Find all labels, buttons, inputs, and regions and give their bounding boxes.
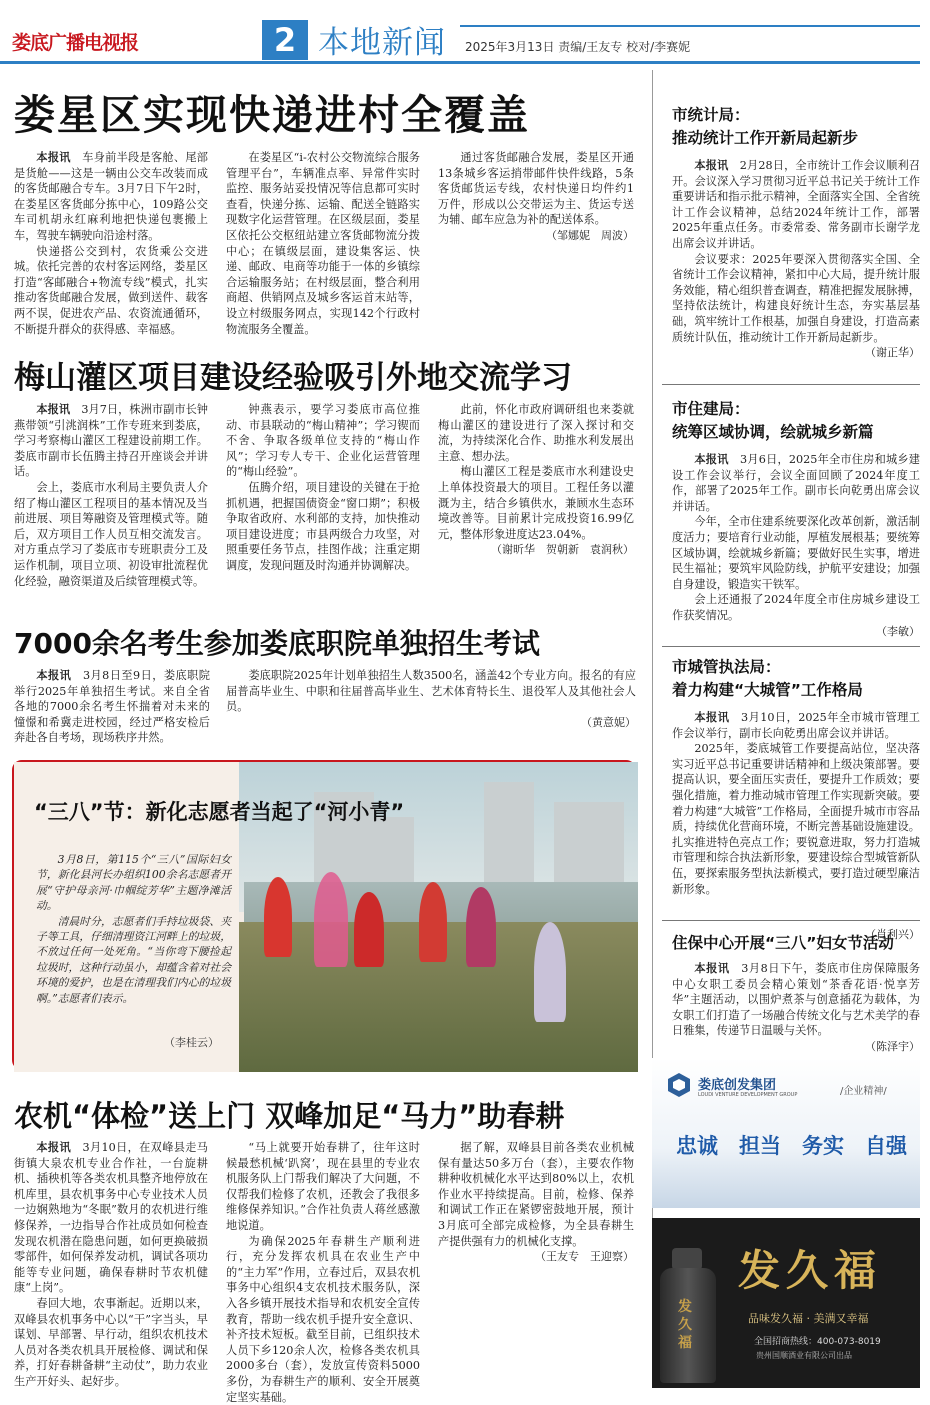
article4-p1: 3月10日，在双峰县走马街镇大泉农机专业合作社，一台旋耕机、插秧机等各类农机具整齐地停放在机库里，县农机事务中心专业技术人员一边娴熟地为“冬眠”数月的农机进行维修保养，一边指导合作社成员如何检查发现农机潜在隐患问题，如何更换破损零部件，如何保养发动机，调试各项功能等专业问题，确保春耕时节农机健康“上岗”。 [14, 1141, 208, 1295]
side2-p1: 3月6日，2025年全市住房和城乡建设工作会议举行，会议全面回顾了2024年度工作，部署了2025年工作。副市长向乾勇出席会议并讲话。 [672, 453, 920, 513]
section-title: 本地新闻 [318, 25, 446, 61]
side3-byline: （肖利兴） [865, 928, 920, 941]
side1-org: 市统计局： [672, 106, 750, 124]
photo-building [374, 817, 414, 892]
photo-volunteer [264, 877, 292, 957]
article4-p3: “马上就要开始春耕了，往年这时候最愁机械‘趴窝’，现在县里的专业农机服务队上门帮我们解决了大问题，不仅帮我们检修了农机，还教会了我很多维修保养知识。”合作社负责人蒋丝感激地说道。 [226, 1141, 420, 1232]
article4-p4: 为确保2025年春耕生产顺利进行，充分发挥农机具在农业生产中的“主力军”作用，立春过后，双县农机事务中心组织4支农机技术服务队，深入各乡镇开展技术指导和农机安全宣传教育，帮助一线农机手提升安全意识、补齐技术短板。截至目前，已组织技术人员下乡120余人次，检修各类农机具2000多台（套），发放宣传资料5000多份，为春耕生产的顺利、安全开展奠定坚实基础。 [226, 1234, 420, 1404]
side4-lead: 本报讯 [694, 962, 730, 975]
article1-headline: 娄星区实现快递进村全覆盖 [14, 91, 530, 139]
photo-volunteer [419, 882, 447, 962]
side-divider [662, 646, 920, 647]
masthead-divider [0, 61, 920, 64]
article1-p4: 通过客货邮融合发展，娄星区开通13条城乡客运捎带邮件快件线路，5条客货邮货运专线，农村快递日均件约1万件，形成以公交带运为主、货运专送为辅、邮车应急为补的配送体系。 [438, 151, 634, 227]
side2-org: 市住建局： [672, 400, 750, 418]
ad2-maker: 贵州国顺酒业有限公司出品 [756, 1351, 852, 1360]
photo-volunteer [466, 887, 496, 967]
company-logo-icon [666, 1072, 692, 1098]
side3-headline: 着力构建“大城管”工作格局 [672, 681, 863, 699]
article4-col1 [14, 1140, 208, 1390]
photo-p2: 清晨时分，志愿者们手持垃圾袋、夹子等工具，仔细清理资江河畔上的垃圾，不放过任何一处死角。“当你弯下腰捡起垃圾时，这种行动虽小，却蕴含着对社会环境的爱护，也是在清理我们内心的垃圾啊。”志愿者们表示。 [36, 914, 231, 1005]
ad-fajiufu [652, 1218, 920, 1388]
photo-credit: （李桂云） [164, 1036, 219, 1049]
article4-col3 [438, 1140, 634, 1376]
photo-building [484, 782, 534, 892]
article2-lead: 本报讯 [36, 403, 71, 416]
side-divider [662, 920, 920, 921]
ad2-brand: 发久福 [738, 1246, 883, 1295]
article3-col2 [226, 668, 636, 730]
side4-headline: 住保中心开展“三八”妇女节活动 [672, 934, 894, 952]
article4-headline: 农机“体检”送上门 双峰加足“马力”助春耕 [14, 1099, 565, 1133]
side1-p1: 2月28日，全市统计工作会议顺利召开。会议深入学习贯彻习近平总书记关于统计工作重要讲话和指示批示精神，全面落实全国、全省统计工作会议精神，总结2024年统计工作，部署2025年重点任务。市委常委、常务副市长谢学龙出席会议并讲话。 [672, 159, 920, 250]
bottle-label: 发久福 [678, 1299, 692, 1351]
article1-byline: （邹娜妮 周波） [546, 228, 634, 242]
article1-lead: 本报讯 [36, 151, 71, 164]
side4 [672, 932, 920, 1055]
side3-p1: 3月10日，2025年全市城市管理工作会议举行，副市长向乾勇出席会议并讲话。 [672, 711, 920, 740]
side1-byline: （谢正华） [865, 346, 920, 360]
article2-col3 [438, 402, 634, 558]
ad1-company: 娄底创发集团 [698, 1078, 777, 1093]
photo-title: “三八”节：新化志愿者当起了“河小青” [34, 800, 405, 824]
side4-body [672, 961, 920, 1055]
ad2-tagline: 品味发久福 · 美满又幸福 [748, 1312, 869, 1325]
side1-headline: 推动统计工作开新局起新步 [672, 129, 859, 147]
article3-p2: 娄底职院2025年计划单独招生人数3500名，涵盖42个专业方向。报名的有应届普高毕业生、中职和往届普高毕业生、艺术体育特长生、退役军人及其他社会人员。 [226, 669, 636, 714]
ad1-slogan: 忠诚 担当 务实 自强 [676, 1134, 907, 1158]
side2-p3: 会上还通报了2024年度全市住房城乡建设工作获奖情况。 [672, 593, 920, 622]
photo-volunteer [314, 872, 348, 967]
side4-p1: 3月8日下午，娄底市住房保障服务中心女职工委员会精心策划“茶香花语·悦享芳华”主题活动，以围炉煮茶与创意插花为载体，为女职工们打造了一场融合传统文化与艺术美学的春日雅集，传递节日温暖与关怀。 [672, 962, 920, 1038]
ad2-hotline: 全国招商热线：400-073-8019 [754, 1337, 881, 1347]
photo-p1: 3月8日，第115个“三八”国际妇女节，新化县河长办组织100余名志愿者开展“守护母亲河·巾帼绽芳华”主题净滩活动。 [36, 853, 231, 913]
article2-headline: 梅山灌区项目建设经验吸引外地交流学习 [14, 360, 572, 396]
masthead-rule [460, 25, 920, 27]
ad1-tag: /企业精神/ [840, 1086, 887, 1097]
article1-p2: 快递搭公交到村，农货乘公交进城。依托完善的农村客运网络，娄星区打造“客邮融合+物流专线”模式，扎实推动客货邮融合发展，做到送件、载客两不误，促进农产品、农资流通循环，不断提升群众的获得感、幸福感。 [14, 244, 208, 336]
article3-lead: 本报讯 [36, 669, 72, 682]
side1-lead: 本报讯 [694, 159, 729, 172]
side2-body [672, 452, 920, 639]
article2-p4: 伍腾介绍，项目建设的关键在于抢抓机遇，把握国债资金“窗口期”；积极争取省政府、水利部的支持，加快推动项目建设进度；市县两级合力攻坚，对照重要任务节点，挂图作战；注重定期调度，发现问题及时沟通并协调解决。 [226, 480, 420, 572]
photo-volunteer [534, 922, 566, 1022]
side3 [672, 656, 920, 942]
article2-p1: 3月7日，株洲市副市长钟燕带领“引洮润株”工作专班来到娄底，学习考察梅山灌区工程建设前期工作。娄底市副市长伍腾主持召开座谈会并讲话。 [14, 403, 208, 479]
paper-name: 娄底广播电视报 [12, 32, 139, 54]
ad1-company-en: LOUDI VENTURE DEVELOPMENT GROUP [698, 1092, 798, 1098]
side1 [672, 104, 920, 361]
side2-byline: （李敏） [876, 624, 920, 638]
side2-p2: 今年，全市住建系统要深化改革创新，激活制度活力；要培育行业动能，厚植发展根基；要统筹区域协调，绘就城乡新篇；要做好民生实事，增进民生福祉；要筑牢风险防线，护航平安建设；加强自身建设，锻造实干铁军。 [672, 515, 920, 591]
article2-p5: 此前，怀化市政府调研组也来娄就梅山灌区的建设进行了深入探讨和交流，为持续深化合作、助推水利发展出主意、想办法。 [438, 403, 634, 463]
article4-col2 [226, 1140, 420, 1404]
photo-feature [12, 760, 636, 1070]
date-line: 2025年3月13日 责编/王友专 校对/李赛妮 [465, 40, 691, 54]
page-number: 2 [262, 20, 308, 60]
article4-p2: 春回大地，农事渐起。近期以来，双峰县农机事务中心以“干”字当头，早谋划、早部署、早行动，组织农机技术人员对各类农机具开展检修、调试和保养，打好春耕备耕“主动仗”，助力农业生产开好头、起好步。 [14, 1296, 208, 1388]
side2 [672, 398, 920, 639]
article4-lead: 本报讯 [36, 1141, 71, 1154]
side3-lead: 本报讯 [694, 711, 730, 724]
article2-byline: （谢昕华 贺朝新 袁润秋） [491, 543, 634, 557]
article2-p3: 钟燕表示，要学习娄底市高位推动、市县联动的“梅山精神”；学习锲而不舍、争取各级单位支持的“梅山作风”；学习专人专干、企业化运营管理的“梅山经验”。 [226, 403, 420, 479]
article2-col2 [226, 402, 420, 602]
article4-byline: （王友专 王迎察） [535, 1250, 634, 1264]
article3-headline: 7000余名考生参加娄底职院单独招生考试 [14, 627, 540, 660]
article1-col3 [438, 150, 634, 244]
article3-byline: （黄意妮） [581, 715, 636, 729]
photo-caption [36, 852, 231, 1006]
side1-p2: 会议要求：2025年要深入贯彻落实全国、全省统计工作会议精神，紧扣中心大局，提升统计服务效能，精心组织普查调查，精准把握发展脉搏，坚持依法统计，构建良好统计生态，夯实基层基础，筑牢统计工作根基，加强自身建设，打造高素质统计队伍，推动统计工作开新局起新步。 [672, 252, 920, 344]
article4-p5: 据了解，双峰县目前各类农业机械保有量达50多万台（套），主要农作物耕种收机械化水平达到80%以上，农机作业水平持续提高。目前，检修、保养和调试工作正在紧锣密鼓地开展，预计3月底可全部完成检修，为全县春耕生产提供强有力的机械化支撑。 [438, 1141, 634, 1248]
side-divider [662, 384, 920, 385]
article2-col1 [14, 402, 208, 602]
article1-p1: 车身前半段是客舱、尾部是货舱——这是一辆由公交车改装而成的客货邮融合专车。3月7日下午2时，在娄星区客货邮分拣中心，109路公交车司机胡永红麻利地把快递包裹搬上车，驾驶车辆驶向沿途村落。 [14, 151, 208, 242]
article2-p6: 梅山灌区工程是娄底市水利建设史上单体投资最大的项目。工程任务以灌溉为主，结合乡镇供水，兼顾水生态环境改善等。目前累计完成投资16.99亿元，整体形象进度达23.04%。 [438, 465, 634, 541]
photo-building [554, 802, 624, 892]
article1-col1 [14, 150, 208, 337]
article2-p2: 会上，娄底市水利局主要负责人介绍了梅山灌区工程项目的基本情况及当前进展、项目筹融资及管理模式等。随后，双方项目工作人员互相交流发言。对方重点学习了娄底市专班职责分工及运作机制，项目立项、初设审批流程优化经验，融资渠道及后续管理模式等。 [14, 480, 208, 588]
article3-col1 [14, 668, 210, 746]
side2-lead: 本报讯 [694, 453, 729, 466]
side2-headline: 统筹区域协调，绘就城乡新篇 [672, 423, 874, 441]
side3-p2: 2025年，娄底城管工作要提高站位，坚决落实习近平总书记重要讲话精神和上级决策部署。要提高认识，要全面压实责任，要提升工作质效；要强化措施，着力推动城市管理工作实现新突破。要着力构建“大城管”工作格局，全面提升城市市容品质，持续优化营商环境，不断完善基础设施建设。扎实推进特色亮点工作；要锐意进取，努力打造城市管理和综合执法新形象，要建设综合型城管新队伍，要探索服务型执法新模式，要打造过硬型廉洁新形象。 [672, 742, 920, 896]
photo-volunteer [354, 892, 384, 967]
article1-p3: 在娄星区“i-农村公交物流综合服务管理平台”，车辆准点率、异常件实时监控、服务站妥投情况等信息都可实时查看，快递分拣、运输、配送全链路实现数字化运营管理。在区级层面，娄星区依托公交枢纽站建立客货邮物流分拨中心；在镇级层面，建设集客运、快递、邮政、电商等功能于一体的乡镇综合运输服务站；在村级层面，整合利用商超、供销网点及城乡客运首末站等，设立村级服务网点，实现142个行政村物流服务全覆盖。 [226, 151, 420, 336]
side1-body [672, 158, 920, 361]
side3-body [672, 710, 920, 928]
article1-col2 [226, 150, 420, 338]
masthead [0, 0, 930, 66]
bottle-cap [672, 1248, 702, 1270]
side4-byline: （陈泽宇） [865, 1039, 920, 1053]
article3-p1: 3月8日至9日，娄底职院举行2025年单独招生考试。来自全省各地的7000余名考生怀揣着对未来的憧憬和希冀走进校园，经过严格安检后奔赴各自考场，现场秩序井然。 [14, 669, 210, 745]
ad-chuangfa-group [652, 1058, 920, 1208]
side3-org: 市城管执法局： [672, 658, 781, 676]
